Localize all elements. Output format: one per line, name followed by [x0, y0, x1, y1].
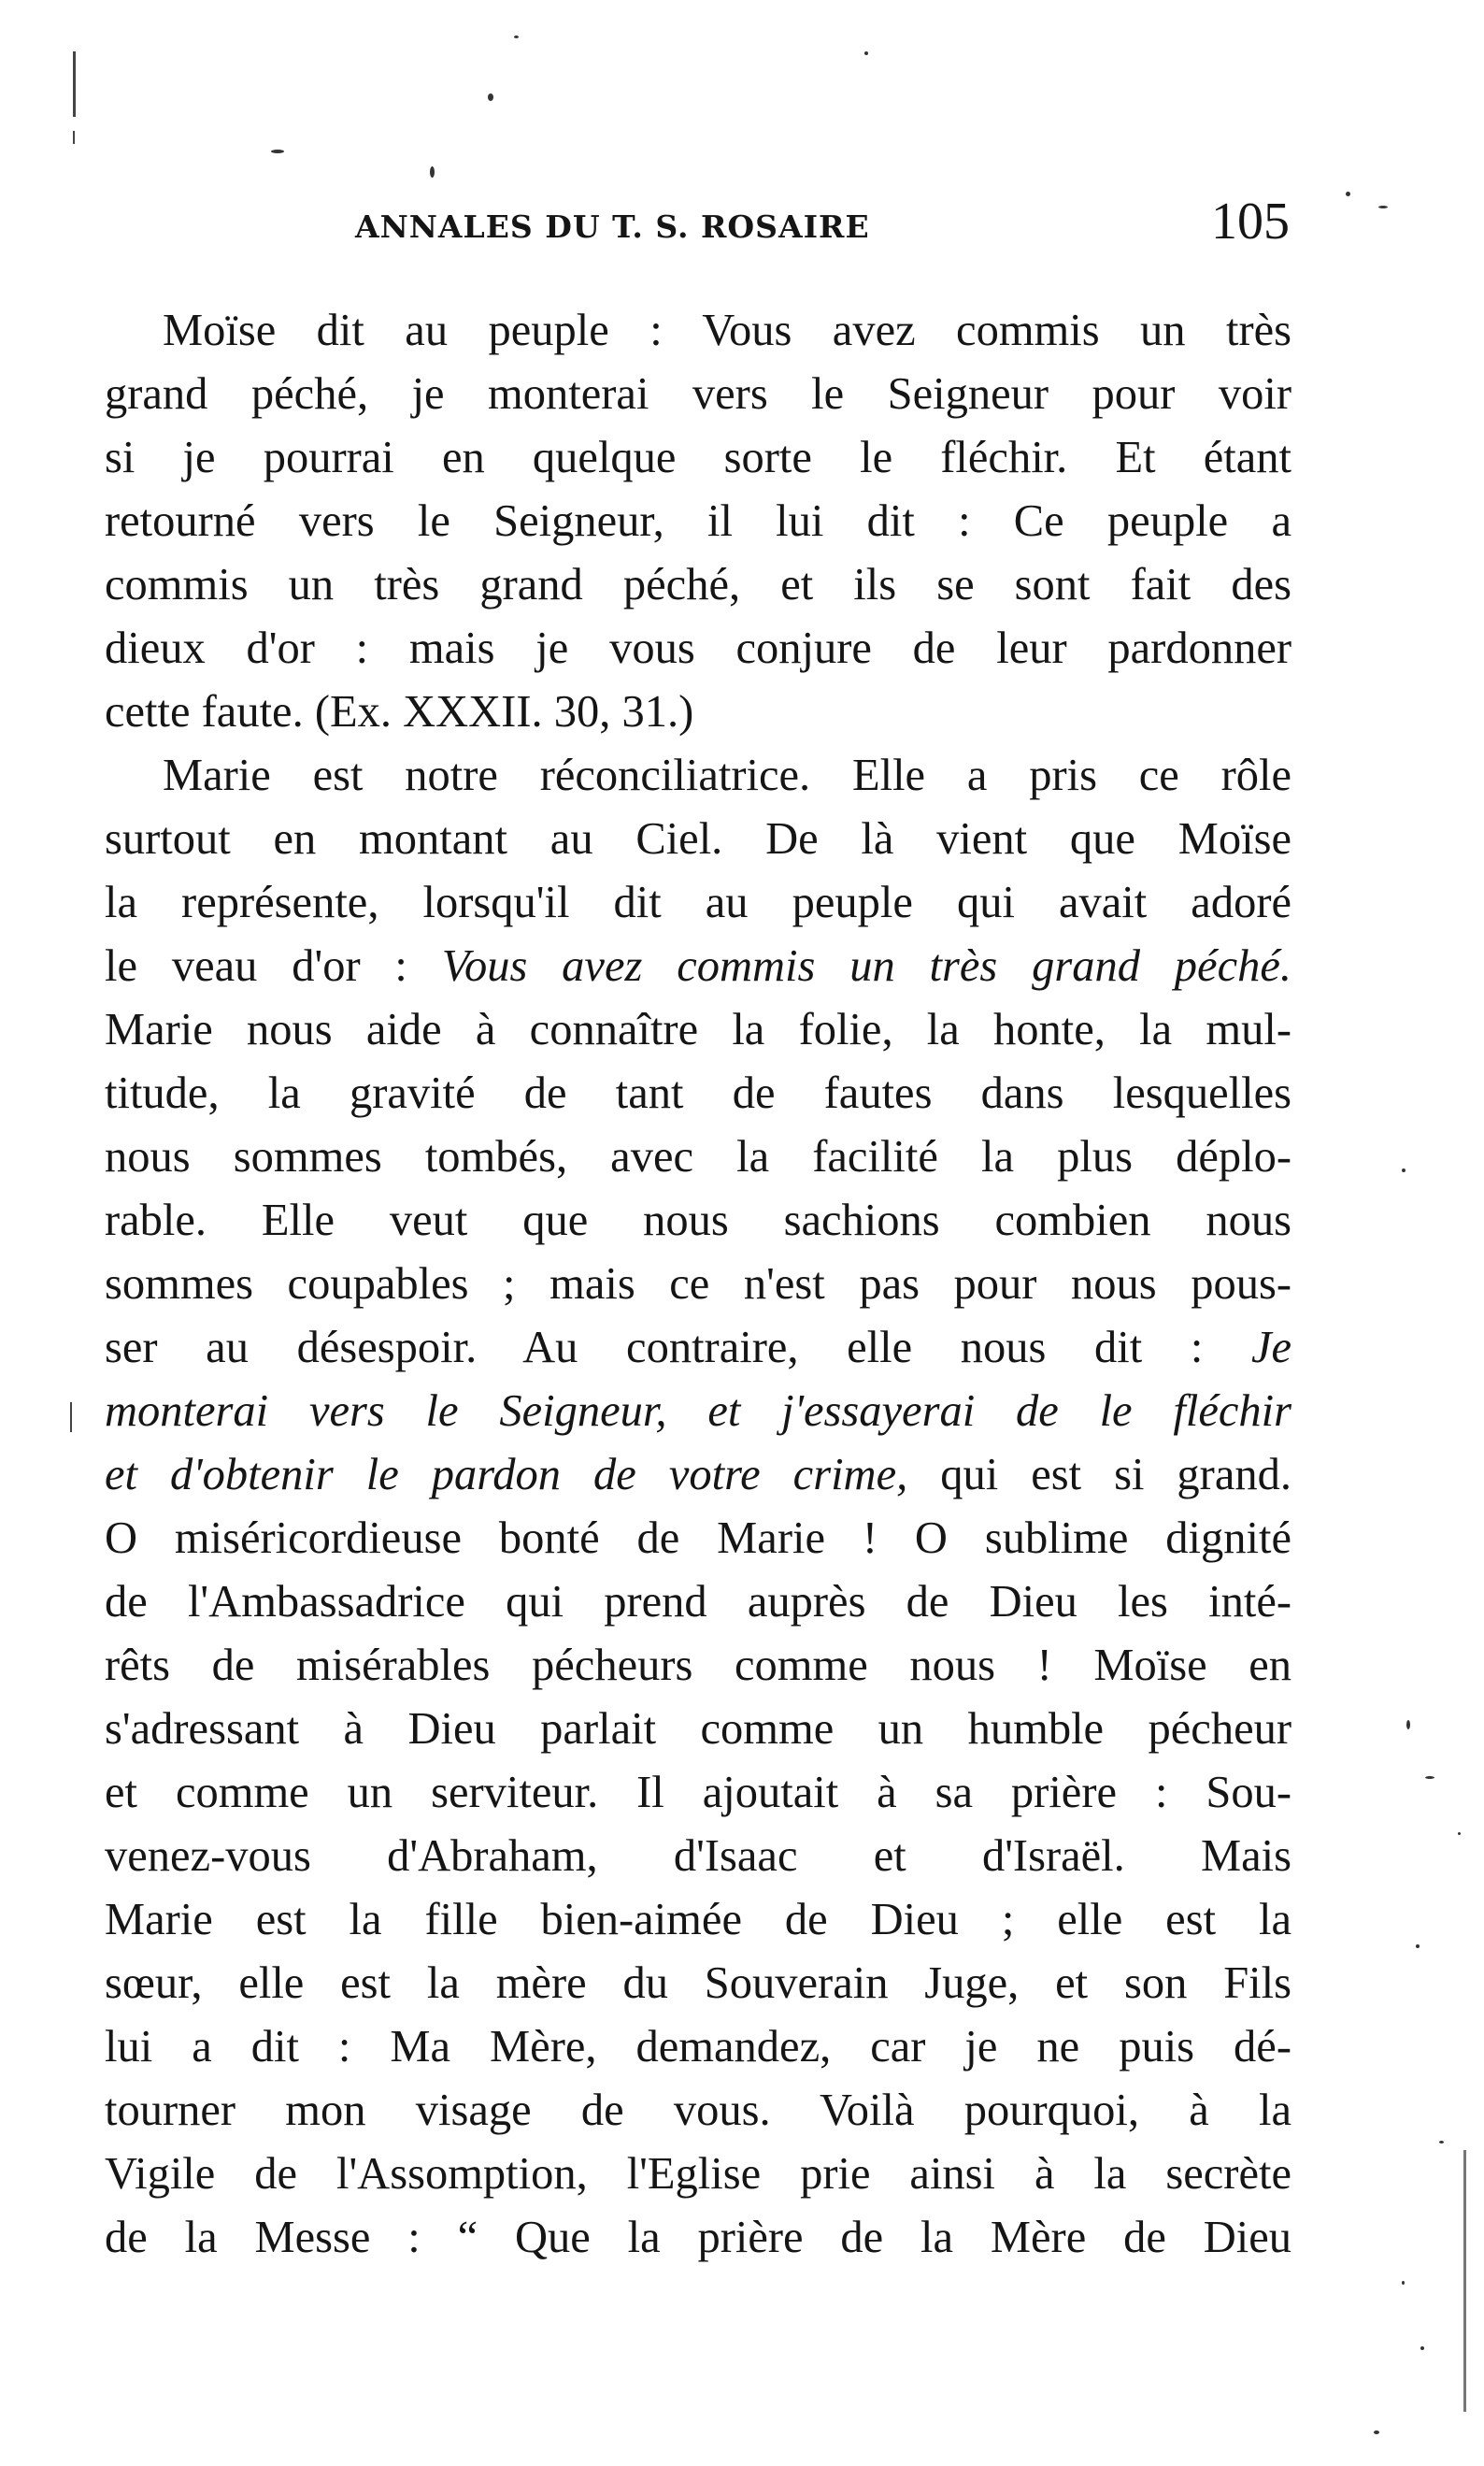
scan-speck: [1425, 1776, 1434, 1779]
text-line: [105, 2206, 1291, 2270]
text-segment: si je pourrai en quelque sorte le fléchir. Et étant: [105, 433, 1291, 482]
text-line: [105, 1952, 1291, 2015]
scan-speck: [271, 150, 284, 153]
text-line: [105, 1761, 1291, 1825]
text-segment: s'adressant à Dieu parlait comme un humble pécheur: [105, 1704, 1291, 1754]
text-segment: ser au désespoir. Au contraire, elle nous dit :: [105, 1323, 1251, 1372]
scan-speck: [1406, 1720, 1410, 1729]
text-segment: retourné vers le Seigneur, il lui dit : Ce peuple a: [105, 496, 1291, 546]
italic-text-segment: monterai vers le Seigneur, et j'essayerai de le fléchir: [105, 1386, 1291, 1436]
text-segment: Marie est la fille bien-aimée de Dieu ; elle est la: [105, 1895, 1291, 1944]
running-title: ANNALES DU T. S. ROSAIRE: [355, 208, 870, 245]
text-line: [105, 808, 1291, 871]
scan-speck: [430, 166, 435, 178]
text-segment: dieux d'or : mais je vous conjure de leur pardonner: [105, 624, 1291, 673]
scan-speck: [488, 93, 493, 101]
text-line: [105, 363, 1291, 426]
text-segment: nous sommes tombés, avec la facilité la plus déplo-: [105, 1132, 1291, 1182]
scan-speck: [1346, 192, 1350, 196]
text-segment: qui est si grand.: [907, 1450, 1291, 1499]
text-line: [105, 2015, 1291, 2079]
scan-edge-mark: [1463, 2150, 1466, 2412]
text-line: [105, 1825, 1291, 1888]
text-line: [105, 426, 1291, 490]
text-line: [105, 2079, 1291, 2143]
text-line: [105, 1443, 1291, 1507]
text-line: [105, 1507, 1291, 1570]
text-segment: lui a dit : Ma Mère, demandez, car je ne puis dé-: [105, 2022, 1291, 2072]
text-segment: rêts de misérables pécheurs comme nous ! Moïse en: [105, 1641, 1291, 1690]
text-segment: venez-vous d'Abraham, d'Isaac et d'Israël. Mais: [105, 1831, 1291, 1881]
text-line: [105, 935, 1291, 998]
scan-edge-mark: [70, 1402, 72, 1432]
text-line: [105, 1125, 1291, 1189]
text-line: [105, 1316, 1291, 1380]
scan-speck: [1439, 2141, 1444, 2143]
text-segment: commis un très grand péché, et ils se sont fait des: [105, 560, 1291, 609]
text-segment: cette faute. (Ex. XXXII. 30, 31.): [105, 687, 694, 737]
italic-text-segment: Vous avez commis un très grand péché.: [441, 941, 1292, 991]
text-segment: titude, la gravité de tant de fautes dans lesquelles: [105, 1068, 1291, 1118]
text-line: [105, 744, 1291, 808]
text-line: [105, 1062, 1291, 1125]
scan-speck: [1378, 206, 1388, 208]
scan-speck: [1416, 1944, 1420, 1948]
text-line: [105, 490, 1291, 553]
text-segment: de la Messe : “ Que la prière de la Mère de Dieu: [105, 2213, 1291, 2262]
scan-speck: [1420, 2346, 1424, 2350]
text-segment: Vigile de l'Assomption, l'Eglise prie ainsi à la secrète: [105, 2149, 1291, 2199]
text-line: [105, 299, 1291, 363]
text-segment: tourner mon visage de vous. Voilà pourquoi, à la: [105, 2086, 1291, 2135]
text-line: [105, 998, 1291, 1062]
text-segment: Marie nous aide à connaître la folie, la honte, la mul-: [105, 1005, 1291, 1054]
page-header: [355, 192, 1308, 266]
text-segment: rable. Elle veut que nous sachions combien nous: [105, 1196, 1291, 1245]
text-line: [105, 1380, 1291, 1443]
scan-speck: [1374, 2430, 1379, 2434]
scan-speck: [1402, 2281, 1405, 2285]
text-segment: Moïse dit au peuple : Vous avez commis un très: [163, 306, 1291, 355]
italic-text-segment: et d'obtenir le pardon de votre crime,: [105, 1450, 908, 1499]
text-line: [105, 1634, 1291, 1698]
text-segment: O miséricordieuse bonté de Marie ! O sublime dignité: [105, 1513, 1291, 1563]
text-line: [105, 871, 1291, 935]
scan-speck: [1458, 1832, 1461, 1835]
scan-speck: [1402, 1168, 1406, 1172]
page-number: 105: [1211, 193, 1290, 251]
text-segment: sommes coupables ; mais ce n'est pas pour nous pous-: [105, 1259, 1291, 1309]
text-line: [105, 1570, 1291, 1634]
text-segment: la représente, lorsqu'il dit au peuple qui avait adoré: [105, 878, 1291, 927]
text-segment: grand péché, je monterai vers le Seigneur pour voir: [105, 369, 1291, 419]
text-segment: surtout en montant au Ciel. De là vient que Moïse: [105, 814, 1291, 864]
text-line: [105, 1253, 1291, 1316]
text-segment: le veau d'or :: [105, 941, 442, 991]
text-line: [105, 553, 1291, 617]
text-segment: et comme un serviteur. Il ajoutait à sa prière : Sou-: [105, 1768, 1291, 1817]
text-line: [105, 1888, 1291, 1952]
scan-speck: [864, 51, 868, 55]
text-segment: sœur, elle est la mère du Souverain Juge, et son Fils: [105, 1958, 1291, 2008]
text-segment: Marie est notre réconciliatrice. Elle a pris ce rôle: [163, 751, 1291, 800]
text-line: [105, 681, 1291, 744]
scan-speck: [514, 36, 519, 38]
text-line: [105, 617, 1291, 681]
text-segment: de l'Ambassadrice qui prend auprès de Dieu les inté-: [105, 1577, 1291, 1627]
text-line: [105, 1698, 1291, 1761]
scan-edge-mark: [73, 51, 76, 117]
text-line: [105, 2143, 1291, 2206]
italic-text-segment: Je: [1250, 1323, 1291, 1372]
text-line: [105, 1189, 1291, 1253]
scan-edge-mark: [73, 131, 75, 144]
body-text: [105, 299, 1291, 2270]
